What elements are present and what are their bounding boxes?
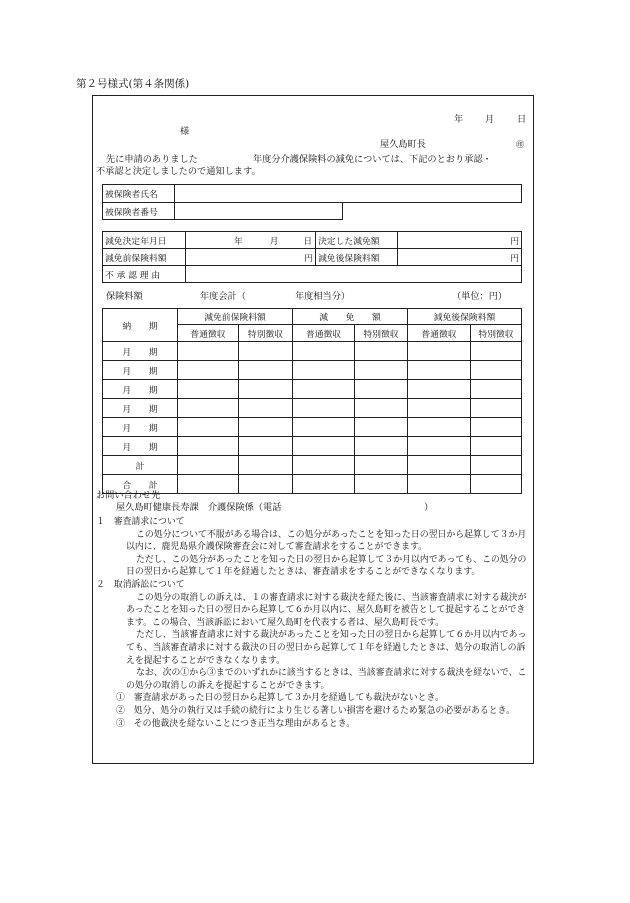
s2-p1: この処分の取消しの訴えは、１の審査請求に対する裁決を経た後に、当該審査請求に対する裁決があったことを知った日の翌日から起算して６か月以内に、屋久島町を被告として提起することができます。この場合、当該訴訟において屋久島町を代表する者は、屋久島町長です。: [126, 592, 527, 628]
insured-number-value: [175, 203, 343, 220]
form-title: 第２号様式(第４条関係): [76, 78, 190, 90]
table-row: [103, 437, 522, 456]
contact-label: お問い合わせ先: [96, 490, 161, 501]
contact-close: ）: [424, 502, 434, 513]
reduction-special: 特別徴収: [355, 325, 408, 342]
before-special: 特別徴収: [239, 325, 293, 342]
legal-notes: [96, 516, 530, 730]
reduction-normal: 普通徴収: [293, 325, 355, 342]
table-row: [103, 399, 522, 418]
table-row: [103, 361, 522, 380]
s2-p2: ただし、当該審査請求に対する裁決があったことを知った日の翌日から起算して６か月以内であっても、当該審査請求に対する裁決の日の翌日から起算して１年を経過したときは、処分の取消しの訴えを提起することができなくなります。: [126, 630, 527, 666]
intro-line1b: 年度分介護保険料の減免については、下記のとおり承認・: [253, 154, 492, 165]
insured-table: [102, 184, 522, 203]
col-before: 減免前保険料額: [178, 309, 293, 325]
col-reduction: 減 免 額: [293, 309, 408, 325]
insured-number-label: 被保険者番号: [103, 203, 175, 220]
reason-value: [186, 266, 522, 283]
decision-date-label: 減免決定年月日: [103, 232, 186, 249]
s2-title: ２ 取消訴訟について: [96, 579, 185, 590]
after-amount-value: 円: [398, 249, 522, 266]
decision-date-month: 月: [269, 236, 279, 247]
s1-p1: この処分について不服がある場合は、この処分があったことを知った日の翌日から起算して３か月以内に、鹿児島県介護保険審査会に対して審査請求をすることができます。: [126, 529, 527, 553]
period-label: 月 期: [103, 437, 178, 456]
decision-table: [102, 231, 522, 283]
total-row: [103, 475, 522, 494]
subtotal-row: [103, 456, 522, 475]
period-label: 月 期: [103, 399, 178, 418]
insured-name-label: 被保険者氏名: [103, 185, 175, 203]
table-row: [103, 342, 522, 361]
s2-p3: なお、次の①から③までのいずれかに該当するときは、当該審査請求に対する裁決を経ないで、この処分の取消しの訴えを提起することができます。: [126, 668, 527, 691]
decision-date-day: 日: [303, 236, 313, 247]
breakdown-table: [102, 308, 522, 494]
col-period: 納 期: [103, 309, 178, 342]
period-label: 月 期: [103, 342, 178, 361]
date-year: 年: [454, 114, 464, 125]
seal-mark: ㊞: [516, 140, 524, 149]
before-normal: 普通徴収: [178, 325, 239, 342]
breakdown-year-total: 年度会計（: [200, 291, 246, 302]
period-label: 月 期: [103, 418, 178, 437]
table-row: [103, 418, 522, 437]
insured-number-table: [102, 202, 343, 220]
subtotal-label: 計: [103, 456, 178, 475]
s1-p2: ただし、この処分があったことを知った日の翌日から起算して３か月以内であっても、この処分の日の翌日から起算して１年を経過したときは、審査請求をすることができなくなります。: [126, 554, 527, 578]
col-after: 減免後保険料額: [408, 309, 522, 325]
breakdown-year-portion: 年度相当分）: [295, 291, 351, 302]
date-month: 月: [485, 114, 495, 125]
s1-title: １ 審査請求について: [96, 517, 185, 527]
after-normal: 普通徴収: [408, 325, 471, 342]
before-amount-value: 円: [186, 249, 316, 266]
decision-date-year: 年: [234, 236, 243, 247]
after-amount-label: 減免後保険料額: [316, 249, 398, 266]
issuer: 屋久島町長: [380, 139, 426, 150]
decision-date-value: [186, 232, 316, 249]
contact-dept: 屋久島町健康長寿課 介護保険係（電話: [116, 502, 282, 513]
decided-amount-label: 決定した減免額: [316, 232, 398, 249]
intro-line1a: 先に申請のありました: [106, 154, 198, 165]
decided-amount-value: 円: [398, 232, 522, 249]
date-day: 日: [517, 114, 527, 125]
item-1: ① 審査請求があった日の翌日から起算して３か月を経過しても裁決がないとき。: [116, 693, 444, 704]
table-row: [103, 380, 522, 399]
period-label: 月 期: [103, 361, 178, 380]
period-label: 月 期: [103, 380, 178, 399]
insured-name-value: [175, 185, 522, 203]
total-label: 合 計: [103, 475, 178, 494]
item-2: ② 処分、処分の執行又は手続の続行により生じる著しい損害を避けるため緊急の必要があるとき。: [116, 705, 516, 716]
breakdown-title: 保険料額: [106, 291, 143, 302]
reason-label: 不 承 認 理 由: [103, 266, 186, 283]
after-special: 特別徴収: [471, 325, 522, 342]
item-3: ③ その他裁決を経ないことにつき正当な理由があるとき。: [116, 718, 356, 729]
intro-line2: 不承認と決定しましたので通知します。: [96, 166, 261, 177]
addressee-suffix: 様: [180, 126, 190, 137]
breakdown-unit: （単位：円）: [452, 291, 508, 302]
before-amount-label: 減免前保険料額: [103, 249, 186, 266]
